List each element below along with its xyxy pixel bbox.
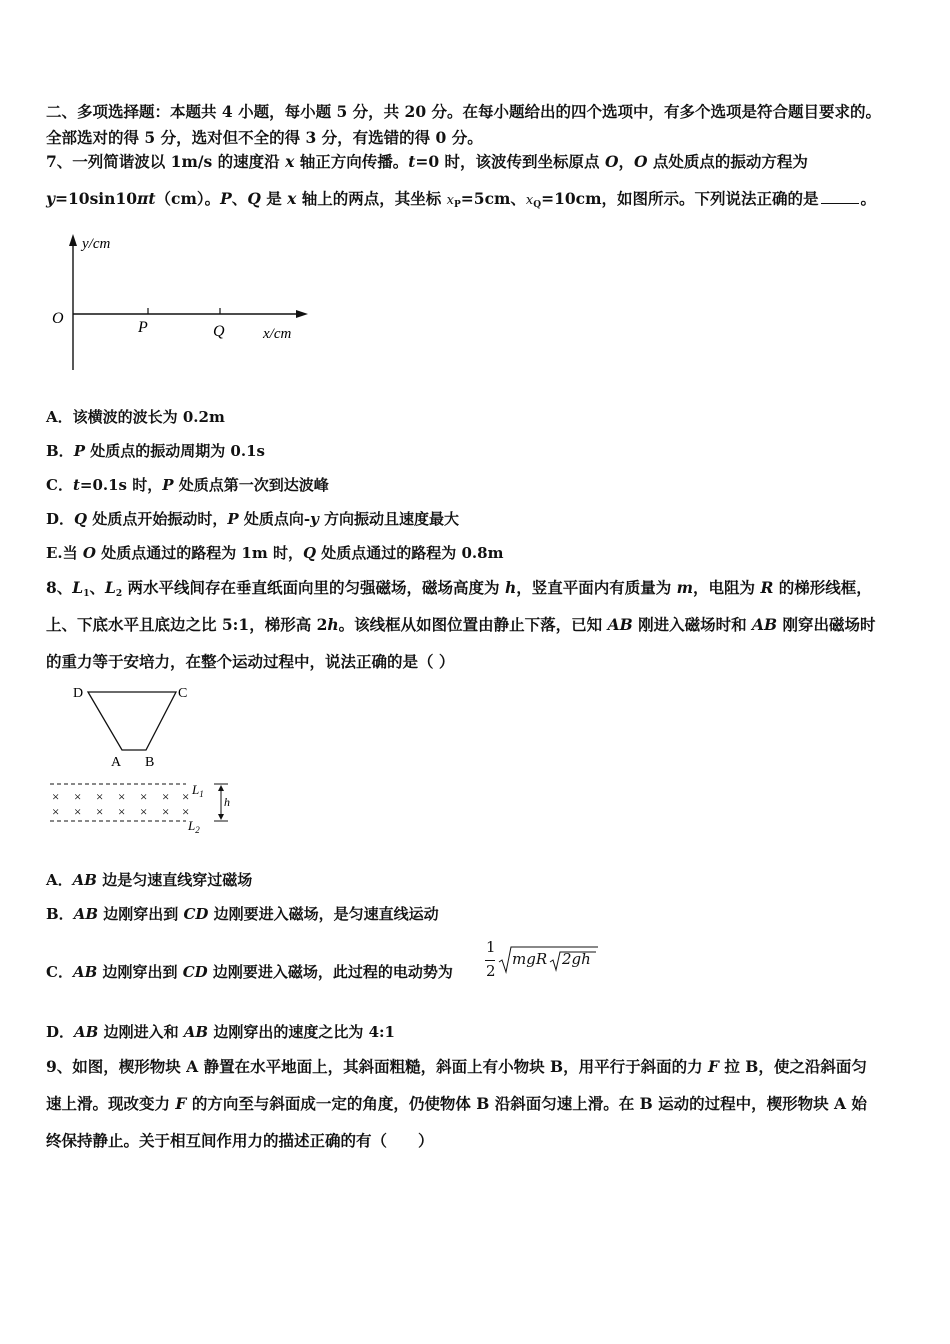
label-c: C	[178, 686, 188, 701]
q7-option-a[interactable]: A．该横波的波长为 0.2m	[46, 408, 225, 426]
q7-option-c[interactable]: C．t=0.1s 时，P 处质点第一次到达波峰	[46, 476, 329, 494]
svg-text:×: ×	[140, 804, 148, 819]
q-label: Q	[213, 323, 225, 340]
magnetic-field-crosses	[52, 789, 189, 819]
svg-text:×: ×	[182, 789, 190, 804]
q9-stem-line1: 9、如图，楔形物块 A 静置在水平地面上，其斜面粗糙，斜面上有小物块 B，用平行于斜面的力 F 拉 B，使之沿斜面匀	[46, 1057, 867, 1076]
q8-option-c-formula: 1 2 mgR 2gh	[484, 938, 604, 986]
svg-text:×: ×	[182, 804, 190, 819]
svg-text:×: ×	[74, 789, 82, 804]
svg-text:×: ×	[162, 804, 170, 819]
label-d: D	[73, 686, 84, 701]
q7-stem-line2: y=10sin10πt（cm）。P、Q 是 x 轴上的两点，其坐标 $x_P=5cm$、$x_Q=10cm$，如图所示。下列说法正确的是 。	[46, 189, 877, 210]
svg-text:×: ×	[74, 804, 82, 819]
x-axis-arrow	[296, 310, 308, 318]
section-heading-line1: 二、多项选择题：本题共 4 小题，每小题 5 分，共 20 分。在每小题给出的四个选项中，有多个选项是符合题目要求的。	[46, 102, 882, 121]
q7-stem-line1: 7、一列简谐波以 1m/s 的速度沿 x 轴正方向传播。t=0 时，该波传到坐标原点 O，O 点处质点的振动方程为	[46, 152, 808, 171]
q8-stem-line1: 8、$L_1$、$L_2$ 两水平线间存在垂直纸面向里的匀强磁场，磁场高度为 h，竖直平面内有质量为 m，电阻为 R 的梯形线框，	[46, 578, 872, 599]
label-a: A	[111, 755, 122, 770]
svg-text:×: ×	[52, 789, 60, 804]
svg-text:×: ×	[118, 804, 126, 819]
label-h: h	[224, 795, 230, 809]
q7-option-b[interactable]: B．P 处质点的振动周期为 0.1s	[46, 442, 265, 460]
p-label: P	[138, 319, 148, 336]
q8-option-c[interactable]: C．AB 边刚穿出到 CD 边刚要进入磁场，此过程的电动势为	[46, 963, 453, 981]
x-axis-label: x/cm	[263, 326, 292, 342]
origin-label: O	[52, 310, 64, 327]
q9-stem-line2: 速上滑。现改变力 F 的方向至与斜面成一定的角度，仍使物体 B 沿斜面匀速上滑。在 B 运动的过程中，楔形物块 A 始	[46, 1094, 867, 1113]
svg-text:×: ×	[96, 789, 104, 804]
svg-text:×: ×	[118, 789, 126, 804]
q7-wave-axes-figure	[48, 228, 318, 378]
label-l2: $L_2$	[188, 818, 200, 835]
q8-option-b[interactable]: B．AB 边刚穿出到 CD 边刚要进入磁场，是匀速直线运动	[46, 905, 439, 923]
q7-option-d[interactable]: D．Q 处质点开始振动时，P 处质点向-y 方向振动且速度最大	[46, 510, 460, 528]
q8-stem-line2: 上、下底水平且底边之比 5:1，梯形高 2h。该线框从如图位置由静止下落，已知 AB 刚进入磁场时和 AB 刚穿出磁场时	[46, 615, 876, 634]
section-heading-line2: 全部选对的得 5 分，选对但不全的得 3 分，有选错的得 0 分。	[46, 128, 483, 147]
svg-text:×: ×	[162, 789, 170, 804]
y-axis-arrow	[69, 234, 77, 246]
q8-option-d[interactable]: D．AB 边刚进入和 AB 边刚穿出的速度之比为 4:1	[46, 1023, 395, 1041]
q9-stem-line3: 终保持静止。关于相互间作用力的描述正确的有（ ）	[46, 1131, 434, 1150]
trapezoid-frame	[88, 692, 176, 750]
q8-option-a[interactable]: A．AB 边是匀速直线穿过磁场	[46, 871, 253, 889]
svg-text:×: ×	[96, 804, 104, 819]
svg-text:×: ×	[140, 789, 148, 804]
y-axis-label: y/cm	[82, 236, 111, 252]
label-b: B	[145, 755, 155, 770]
q7-option-e[interactable]: E.当 O 处质点通过的路程为 1m 时，Q 处质点通过的路程为 0.8m	[46, 544, 504, 562]
q8-stem-line3: 的重力等于安培力，在整个运动过程中，说法正确的是（ ）	[46, 652, 455, 671]
answer-blank	[821, 189, 859, 204]
label-l1: $L_1$	[192, 782, 204, 799]
svg-text:×: ×	[52, 804, 60, 819]
q8-trapezoid-field-figure	[46, 680, 246, 840]
